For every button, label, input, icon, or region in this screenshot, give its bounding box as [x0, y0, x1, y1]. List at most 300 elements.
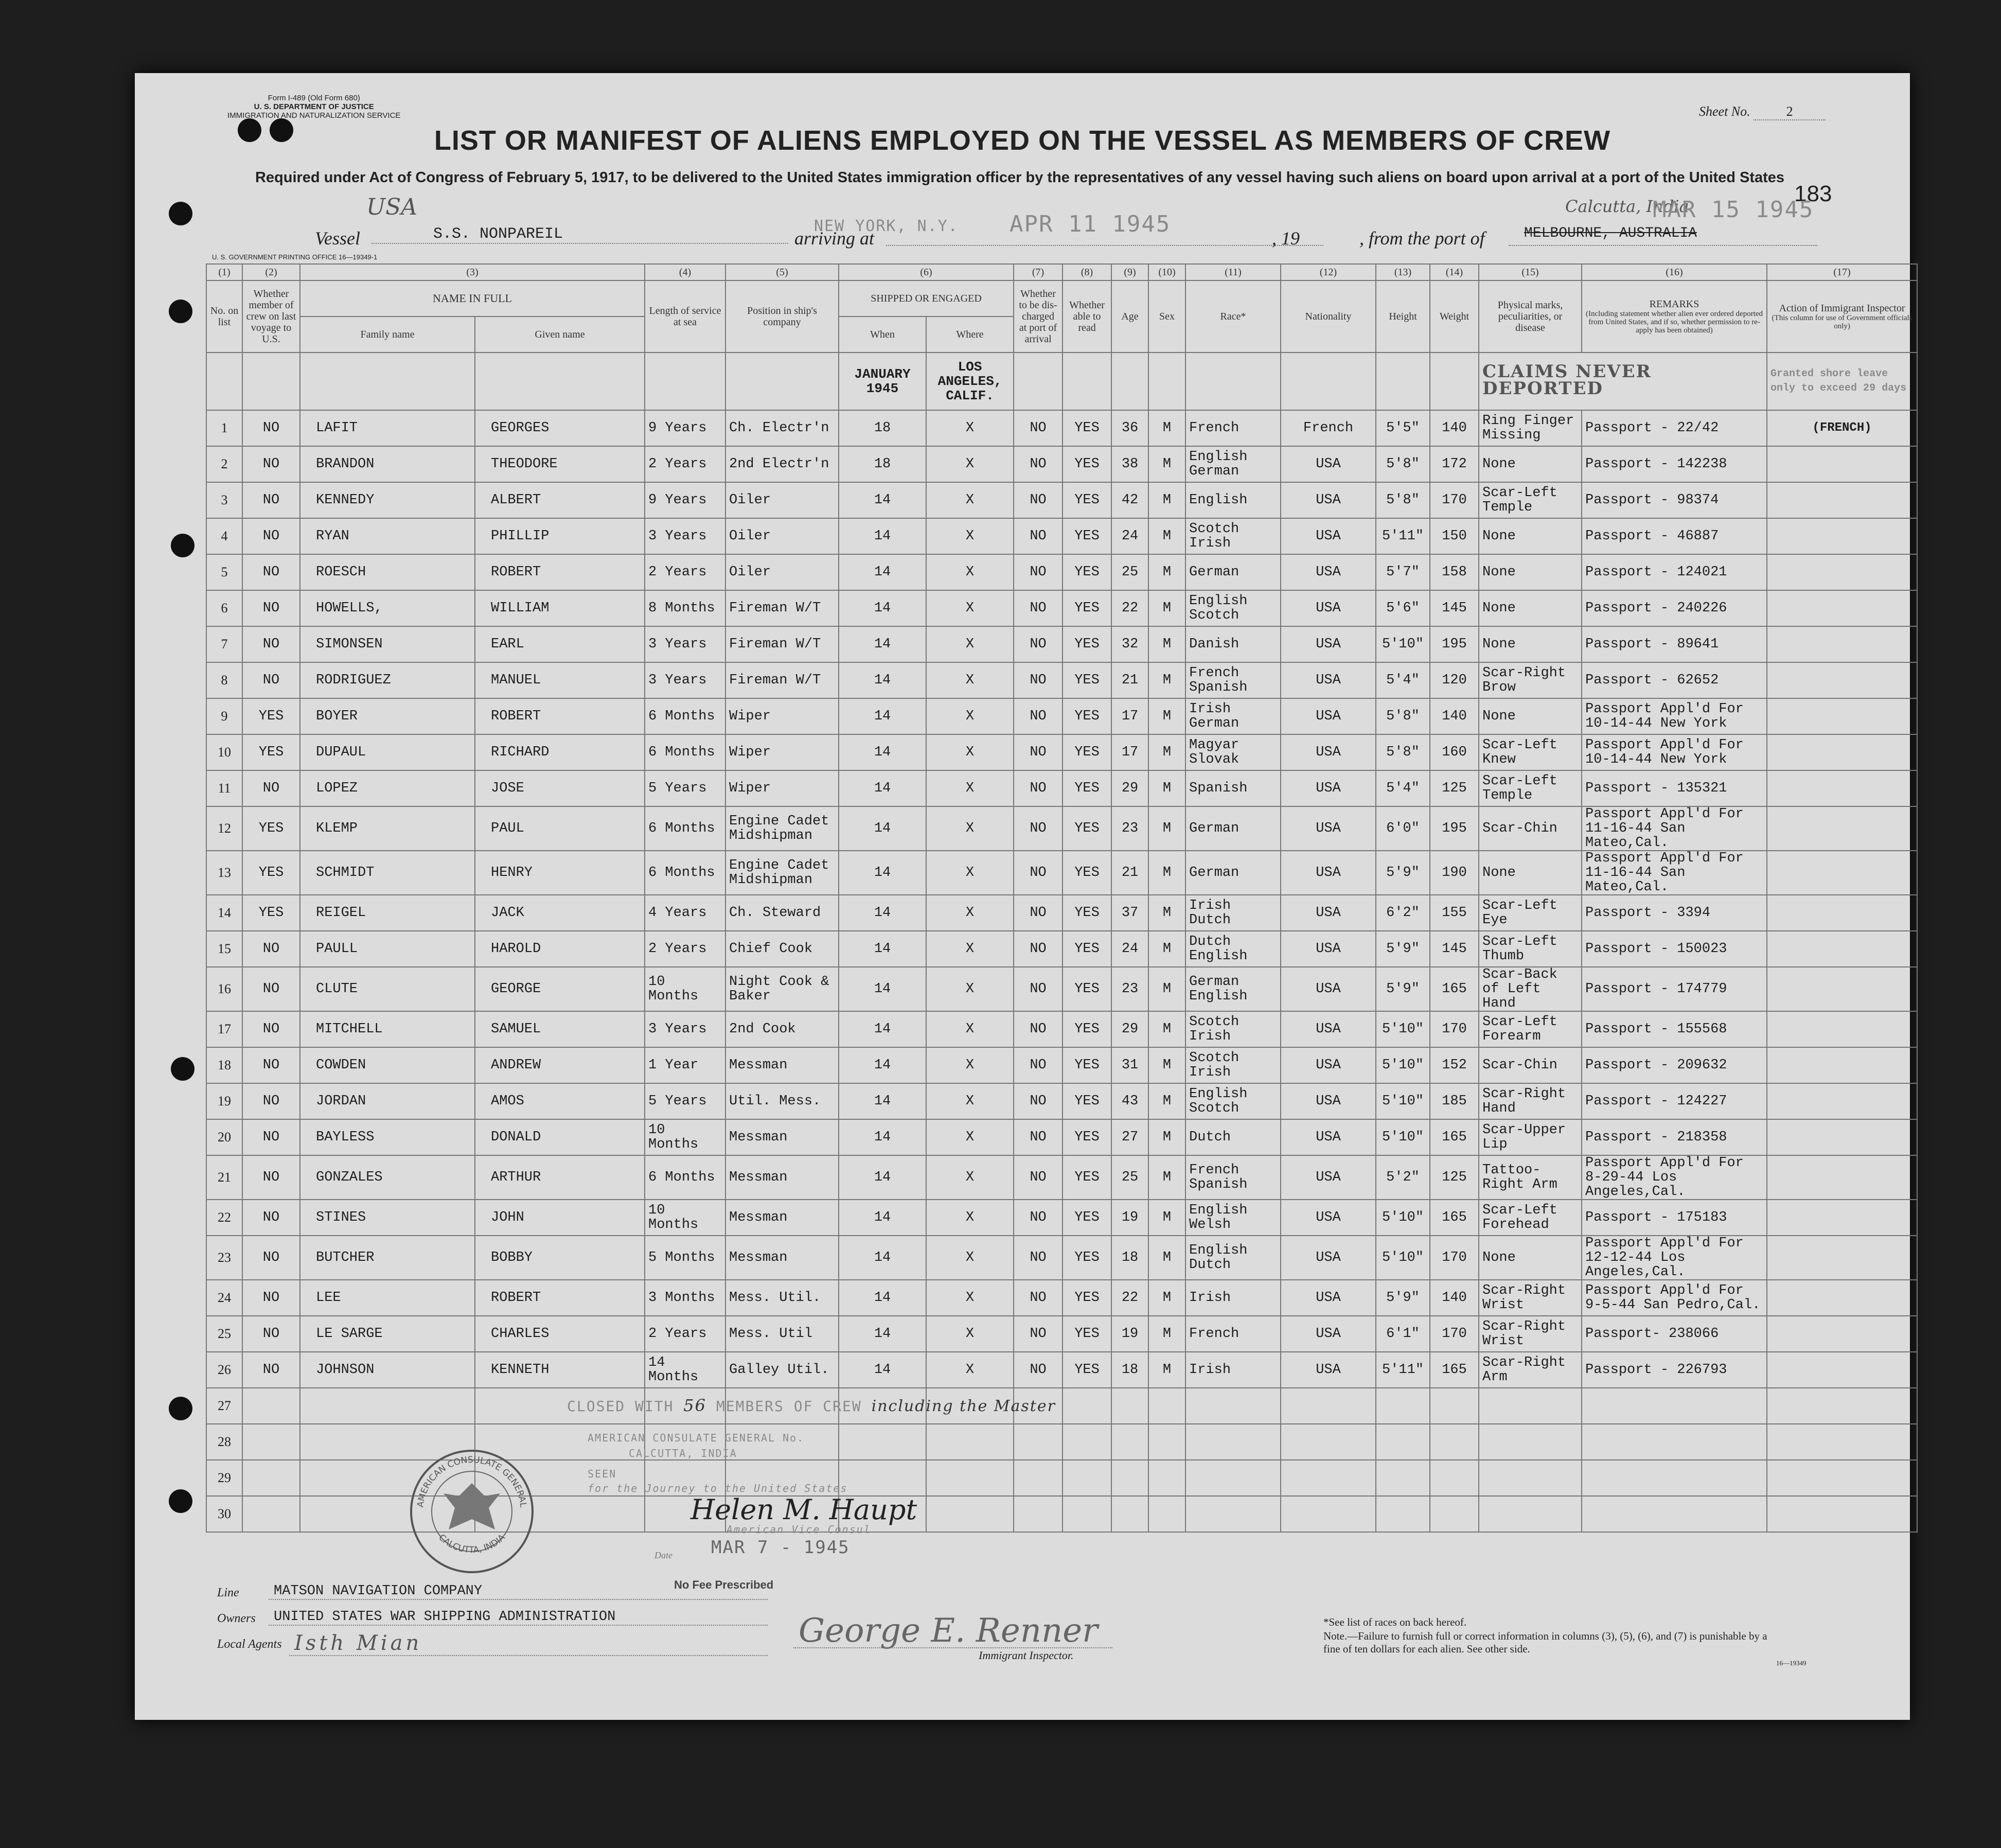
race: Irish German [1185, 698, 1281, 734]
given-name: JOSE [475, 770, 645, 806]
nationality: USA [1281, 590, 1376, 626]
length-of-service: 3 Months [645, 1280, 725, 1316]
shipped-where: X [926, 1155, 1014, 1200]
family-name: RYAN [300, 518, 475, 554]
crew-row [206, 626, 1917, 662]
physical-marks: None [1479, 518, 1582, 554]
family-name: BAYLESS [300, 1119, 475, 1155]
crew-no: 8 [206, 662, 242, 698]
discharged: NO [1014, 626, 1063, 662]
shipped-where: X [926, 1200, 1014, 1236]
crew-no: 1 [206, 410, 242, 446]
shipped-when: 14 [839, 698, 926, 734]
family-name: LAFIT [300, 410, 475, 446]
age: 27 [1111, 1119, 1148, 1155]
inspector-action [1767, 626, 1917, 662]
inspector-action [1767, 770, 1917, 806]
inspector-action [1767, 1011, 1917, 1047]
sex: M [1148, 1011, 1185, 1047]
able-to-read: YES [1063, 482, 1111, 518]
crew-row [206, 446, 1917, 482]
physical-marks: Scar-Back of Left Hand [1479, 967, 1582, 1011]
ship-position: Messman [725, 1200, 839, 1236]
consulate-seal [408, 1447, 536, 1576]
shipped-when: 14 [839, 1316, 926, 1352]
consul-place: CALCUTTA, INDIA [629, 1447, 737, 1459]
given-name: WILLIAM [475, 590, 645, 626]
race: German [1185, 554, 1281, 590]
remarks: Passport Appl'd For 12-12-44 Los Angeles,Cal. [1582, 1236, 1767, 1280]
ship-position: Wiper [725, 734, 839, 770]
height: 5'9" [1376, 931, 1430, 967]
able-to-read: YES [1063, 698, 1111, 734]
age: 32 [1111, 626, 1148, 662]
height: 5'8" [1376, 482, 1430, 518]
shipped-where: X [926, 554, 1014, 590]
remarks: Passport - 142238 [1582, 446, 1767, 482]
physical-marks: Scar-Upper Lip [1479, 1119, 1582, 1155]
physical-marks: Scar-Chin [1479, 1047, 1582, 1083]
ship-position: Messman [725, 1155, 839, 1200]
given-name: SAMUEL [475, 1011, 645, 1047]
ship-position: 2nd Cook [725, 1011, 839, 1047]
age: 24 [1111, 518, 1148, 554]
age: 22 [1111, 590, 1148, 626]
physical-marks: None [1479, 590, 1582, 626]
last-voyage: NO [242, 1047, 300, 1083]
inspector-action [1767, 895, 1917, 931]
height: 5'8" [1376, 698, 1430, 734]
punch-hole-8 [169, 1489, 192, 1513]
last-voyage: YES [242, 895, 300, 931]
sex: M [1148, 446, 1185, 482]
remarks: Passport- 238066 [1582, 1316, 1767, 1352]
punch-hole-3 [169, 202, 192, 225]
from-underline [1509, 243, 1817, 246]
nationality: USA [1281, 554, 1376, 590]
shipped-where: X [926, 446, 1014, 482]
ship-position: Galley Util. [725, 1352, 839, 1388]
annotation-cell [1479, 353, 1767, 410]
ship-position: Util. Mess. [725, 1083, 839, 1119]
last-voyage: YES [242, 851, 300, 895]
nationality: USA [1281, 482, 1376, 518]
family-name: RODRIGUEZ [300, 662, 475, 698]
empty-cell [1185, 1460, 1281, 1496]
from-port-struck: MELBOURNE, AUSTRALIA [1524, 225, 1697, 241]
age: 29 [1111, 1011, 1148, 1047]
last-voyage: NO [242, 590, 300, 626]
given-name: MANUEL [475, 662, 645, 698]
crew-no: 14 [206, 895, 242, 931]
length-of-service: 2 Years [645, 554, 725, 590]
weight: 170 [1430, 1316, 1479, 1352]
family-name: LEE [300, 1280, 475, 1316]
race: Irish Dutch [1185, 895, 1281, 931]
crew-rows [206, 353, 1917, 1532]
empty-cell [1148, 1496, 1185, 1532]
weight: 165 [1430, 1352, 1479, 1388]
race: English Scotch [1185, 1083, 1281, 1119]
crew-no: 9 [206, 698, 242, 734]
length-of-service: 3 Years [645, 518, 725, 554]
sex: M [1148, 626, 1185, 662]
shipped-when: 14 [839, 895, 926, 931]
col-num: (15) [1479, 264, 1582, 280]
shipped-where: X [926, 967, 1014, 1011]
empty-cell [1376, 1460, 1430, 1496]
age: 23 [1111, 967, 1148, 1011]
shipped-where-value: LOS ANGELES, CALIF. [926, 353, 1014, 410]
shipped-when: 14 [839, 1155, 926, 1200]
empty-cell [1063, 1388, 1111, 1424]
departure-date-stamp: MAR 15 1945 [1653, 197, 1814, 223]
given-name: GEORGE [475, 967, 645, 1011]
sex: M [1148, 1155, 1185, 1200]
discharged: NO [1014, 698, 1063, 734]
action-note: (This column for use of Government officials only) [1772, 314, 1913, 330]
crew-row [206, 1083, 1917, 1119]
physical-marks: None [1479, 554, 1582, 590]
given-name: THEODORE [475, 446, 645, 482]
age: 22 [1111, 1280, 1148, 1316]
header-race: Race* [1185, 280, 1281, 353]
header-row-1 [206, 280, 1917, 316]
inspector-action [1767, 1280, 1917, 1316]
empty-cell [1479, 1424, 1582, 1460]
header-shipped-engaged: SHIPPED OR ENGAGED [839, 280, 1014, 316]
given-name: HENRY [475, 851, 645, 895]
header-age: Age [1111, 280, 1148, 353]
length-of-service: 3 Years [645, 626, 725, 662]
header-no-on-list: No. on list [206, 280, 242, 353]
shipped-where: X [926, 851, 1014, 895]
nationality: USA [1281, 1236, 1376, 1280]
discharged: NO [1014, 1011, 1063, 1047]
discharged: NO [1014, 734, 1063, 770]
discharged: NO [1014, 590, 1063, 626]
length-of-service: 2 Years [645, 1316, 725, 1352]
shipped-when: 14 [839, 626, 926, 662]
sex: M [1148, 734, 1185, 770]
discharged: NO [1014, 931, 1063, 967]
remarks: Passport Appl'd For 8-29-44 Los Angeles,Cal. [1582, 1155, 1767, 1200]
height: 5'10" [1376, 1047, 1430, 1083]
shipped-when: 18 [839, 446, 926, 482]
shipped-where: X [926, 626, 1014, 662]
crew-row [206, 1047, 1917, 1083]
inspector-action [1767, 1047, 1917, 1083]
able-to-read: YES [1063, 1119, 1111, 1155]
shipped-when: 14 [839, 518, 926, 554]
discharged: NO [1014, 518, 1063, 554]
height: 5'7" [1376, 554, 1430, 590]
shipped-when: 14 [839, 931, 926, 967]
empty-cell [1479, 1496, 1582, 1532]
shipped-where: X [926, 1316, 1014, 1352]
seal-bottom-text: CALCUTTA, INDIA [436, 1532, 507, 1556]
shipped-where: X [926, 1236, 1014, 1280]
discharged: NO [1014, 410, 1063, 446]
discharged: NO [1014, 806, 1063, 851]
last-voyage: YES [242, 806, 300, 851]
race: Scotch Irish [1185, 1047, 1281, 1083]
family-name: BRANDON [300, 446, 475, 482]
race: Irish [1185, 1352, 1281, 1388]
empty-cell [1281, 1460, 1376, 1496]
able-to-read: YES [1063, 1083, 1111, 1119]
weight: 195 [1430, 806, 1479, 851]
length-of-service: 10 Months [645, 967, 725, 1011]
able-to-read: YES [1063, 931, 1111, 967]
length-of-service: 8 Months [645, 590, 725, 626]
crew-no: 3 [206, 482, 242, 518]
crew-row [206, 1011, 1917, 1047]
ship-position: Chief Cook [725, 931, 839, 967]
inspector-action [1767, 1352, 1917, 1388]
age: 23 [1111, 806, 1148, 851]
remarks: Passport - 62652 [1582, 662, 1767, 698]
empty-cell [1148, 1424, 1185, 1460]
family-name: COWDEN [300, 1047, 475, 1083]
col-num: (11) [1185, 264, 1281, 280]
length-of-service: 6 Months [645, 734, 725, 770]
shipped-when: 14 [839, 1011, 926, 1047]
last-voyage: NO [242, 770, 300, 806]
age: 42 [1111, 482, 1148, 518]
height: 5'9" [1376, 1280, 1430, 1316]
last-voyage: NO [242, 662, 300, 698]
header-action-inspector [1767, 280, 1917, 353]
header-length-service: Length of service at sea [645, 280, 725, 353]
age: 19 [1111, 1316, 1148, 1352]
remarks: Passport - 175183 [1582, 1200, 1767, 1236]
sex: M [1148, 851, 1185, 895]
nationality: USA [1281, 626, 1376, 662]
sheet-label: Sheet No. [1699, 104, 1750, 119]
inspector-action [1767, 518, 1917, 554]
empty-cell [1376, 1496, 1430, 1532]
able-to-read: YES [1063, 518, 1111, 554]
empty-cell [1582, 1388, 1767, 1424]
remarks: Passport - 124021 [1582, 554, 1767, 590]
empty-row [206, 1388, 1917, 1424]
nationality: USA [1281, 1047, 1376, 1083]
physical-marks: None [1479, 851, 1582, 895]
length-of-service: 14 Months [645, 1352, 725, 1388]
length-of-service: 4 Years [645, 895, 725, 931]
family-name: SIMONSEN [300, 626, 475, 662]
shipped-where: X [926, 662, 1014, 698]
crew-no: 4 [206, 518, 242, 554]
family-name: JORDAN [300, 1083, 475, 1119]
shipped-when: 14 [839, 662, 926, 698]
crew-row [206, 1236, 1917, 1280]
nationality: USA [1281, 1200, 1376, 1236]
empty-cell [1430, 1460, 1479, 1496]
empty-cell [926, 1496, 1014, 1532]
last-voyage: NO [242, 446, 300, 482]
inspector-action [1767, 1155, 1917, 1200]
remarks: Passport - 98374 [1582, 482, 1767, 518]
crew-no: 15 [206, 931, 242, 967]
last-voyage: NO [242, 410, 300, 446]
sex: M [1148, 895, 1185, 931]
able-to-read: YES [1063, 1155, 1111, 1200]
age: 31 [1111, 1047, 1148, 1083]
physical-marks: Scar-Left Forearm [1479, 1011, 1582, 1047]
punch-hole-4 [169, 300, 192, 323]
crew-no: 2 [206, 446, 242, 482]
vessel-label: Vessel [315, 228, 360, 249]
family-name: ROESCH [300, 554, 475, 590]
empty-cell [1014, 1496, 1063, 1532]
physical-marks: Ring Finger Missing [1479, 410, 1582, 446]
punch-hole-6 [171, 1057, 194, 1081]
ship-position: Messman [725, 1047, 839, 1083]
vessel-name: S.S. NONPAREIL [371, 225, 788, 244]
sheet-value: 2 [1754, 104, 1826, 120]
nationality: USA [1281, 851, 1376, 895]
inspector-action [1767, 1200, 1917, 1236]
height: 5'4" [1376, 770, 1430, 806]
physical-marks: Tattoo-Right Arm [1479, 1155, 1582, 1200]
weight: 160 [1430, 734, 1479, 770]
height: 6'1" [1376, 1316, 1430, 1352]
physical-marks: Scar-Left Forehead [1479, 1200, 1582, 1236]
able-to-read: YES [1063, 1280, 1111, 1316]
discharged: NO [1014, 662, 1063, 698]
discharged: NO [1014, 770, 1063, 806]
remarks: Passport - 89641 [1582, 626, 1767, 662]
ship-position: Engine Cadet Midshipman [725, 806, 839, 851]
nationality: USA [1281, 662, 1376, 698]
remarks: Passport - 22/42 [1582, 410, 1767, 446]
length-of-service: 2 Years [645, 931, 725, 967]
seen-label: SEEN [588, 1468, 617, 1480]
length-of-service: 5 Years [645, 1083, 725, 1119]
sex: M [1148, 518, 1185, 554]
remarks: Passport - 135321 [1582, 770, 1767, 806]
form-code: 16—19349 [1776, 1659, 1807, 1667]
height: 5'2" [1376, 1155, 1430, 1200]
remarks: Passport - 3394 [1582, 895, 1767, 931]
nationality: USA [1281, 1119, 1376, 1155]
given-name: PHILLIP [475, 518, 645, 554]
length-of-service: 6 Months [645, 851, 725, 895]
able-to-read: YES [1063, 851, 1111, 895]
nationality: USA [1281, 446, 1376, 482]
able-to-read: YES [1063, 1200, 1111, 1236]
weight: 155 [1430, 895, 1479, 931]
members-label: MEMBERS OF CREW [716, 1398, 862, 1415]
ship-position: Fireman W/T [725, 626, 839, 662]
shipped-when: 18 [839, 410, 926, 446]
inspector-action [1767, 1236, 1917, 1280]
shipped-where: X [926, 1047, 1014, 1083]
crew-row [206, 1352, 1917, 1388]
empty-cell [1148, 1460, 1185, 1496]
seal-top-text: AMERICAN CONSULATE GENERAL [415, 1454, 528, 1508]
age: 17 [1111, 698, 1148, 734]
race: Dutch [1185, 1119, 1281, 1155]
crew-row [206, 1119, 1917, 1155]
ship-position: Ch. Steward [725, 895, 839, 931]
given-name: EARL [475, 626, 645, 662]
height: 5'11" [1376, 1352, 1430, 1388]
height: 5'9" [1376, 967, 1430, 1011]
inspector-action [1767, 1316, 1917, 1352]
weight: 158 [1430, 554, 1479, 590]
owners-value: UNITED STATES WAR SHIPPING ADMINISTRATION [269, 1609, 768, 1626]
shipped-when-value: JANUARY 1945 [839, 353, 926, 410]
printing-office: U. S. GOVERNMENT PRINTING OFFICE 16—19349-1 [212, 253, 378, 261]
family-name: MITCHELL [300, 1011, 475, 1047]
closed-with-stamp [567, 1396, 1056, 1415]
empty-cell [1014, 1460, 1063, 1496]
given-name: DONALD [475, 1119, 645, 1155]
col-num: (5) [725, 264, 839, 280]
nationality: USA [1281, 518, 1376, 554]
ship-position: Oiler [725, 482, 839, 518]
race: Dutch English [1185, 931, 1281, 967]
race: French Spanish [1185, 1155, 1281, 1200]
ship-position: Messman [725, 1236, 839, 1280]
length-of-service: 6 Months [645, 1155, 725, 1200]
able-to-read: YES [1063, 734, 1111, 770]
from-port-label: , from the port of [1359, 228, 1485, 249]
inspector-action [1767, 698, 1917, 734]
remarks: Passport - 226793 [1582, 1352, 1767, 1388]
claims-never-deported-note: CLAIMS NEVER DEPORTED [1482, 361, 1652, 399]
height: 5'10" [1376, 626, 1430, 662]
shipped-when: 14 [839, 1236, 926, 1280]
column-number-row [206, 264, 1917, 280]
crew-row [206, 806, 1917, 851]
col-num: (3) [300, 264, 645, 280]
weight: 195 [1430, 626, 1479, 662]
fine-note: Note.—Failure to furnish full or correct information in columns (3), (5), (6), and (7) is punishable by a fine of ten dollars for each alien. See other side. [1323, 1630, 1767, 1655]
last-voyage: NO [242, 931, 300, 967]
vice-consul-label: American Vice Consul [727, 1523, 871, 1536]
crew-no: 17 [206, 1011, 242, 1047]
length-of-service: 6 Months [645, 806, 725, 851]
empty-cell [926, 1424, 1014, 1460]
header-position: Position in ship's company [725, 280, 839, 353]
able-to-read: YES [1063, 410, 1111, 446]
form-id-block [227, 94, 400, 120]
shipped-when: 14 [839, 851, 926, 895]
physical-marks: Scar-Right Arm [1479, 1352, 1582, 1388]
shipped-where: X [926, 1083, 1014, 1119]
crew-no: 16 [206, 967, 242, 1011]
nationality: USA [1281, 1352, 1376, 1388]
weight: 145 [1430, 931, 1479, 967]
empty-cell [1111, 1460, 1148, 1496]
age: 21 [1111, 662, 1148, 698]
col-num: (8) [1063, 264, 1111, 280]
col-num: (7) [1014, 264, 1063, 280]
last-voyage: NO [242, 1083, 300, 1119]
shipped-when: 14 [839, 806, 926, 851]
crew-row [206, 931, 1917, 967]
sex: M [1148, 482, 1185, 518]
last-voyage: NO [242, 1155, 300, 1200]
shipped-values-row [206, 353, 1917, 410]
weight: 150 [1430, 518, 1479, 554]
race: Magyar Slovak [1185, 734, 1281, 770]
family-name: SCHMIDT [300, 851, 475, 895]
